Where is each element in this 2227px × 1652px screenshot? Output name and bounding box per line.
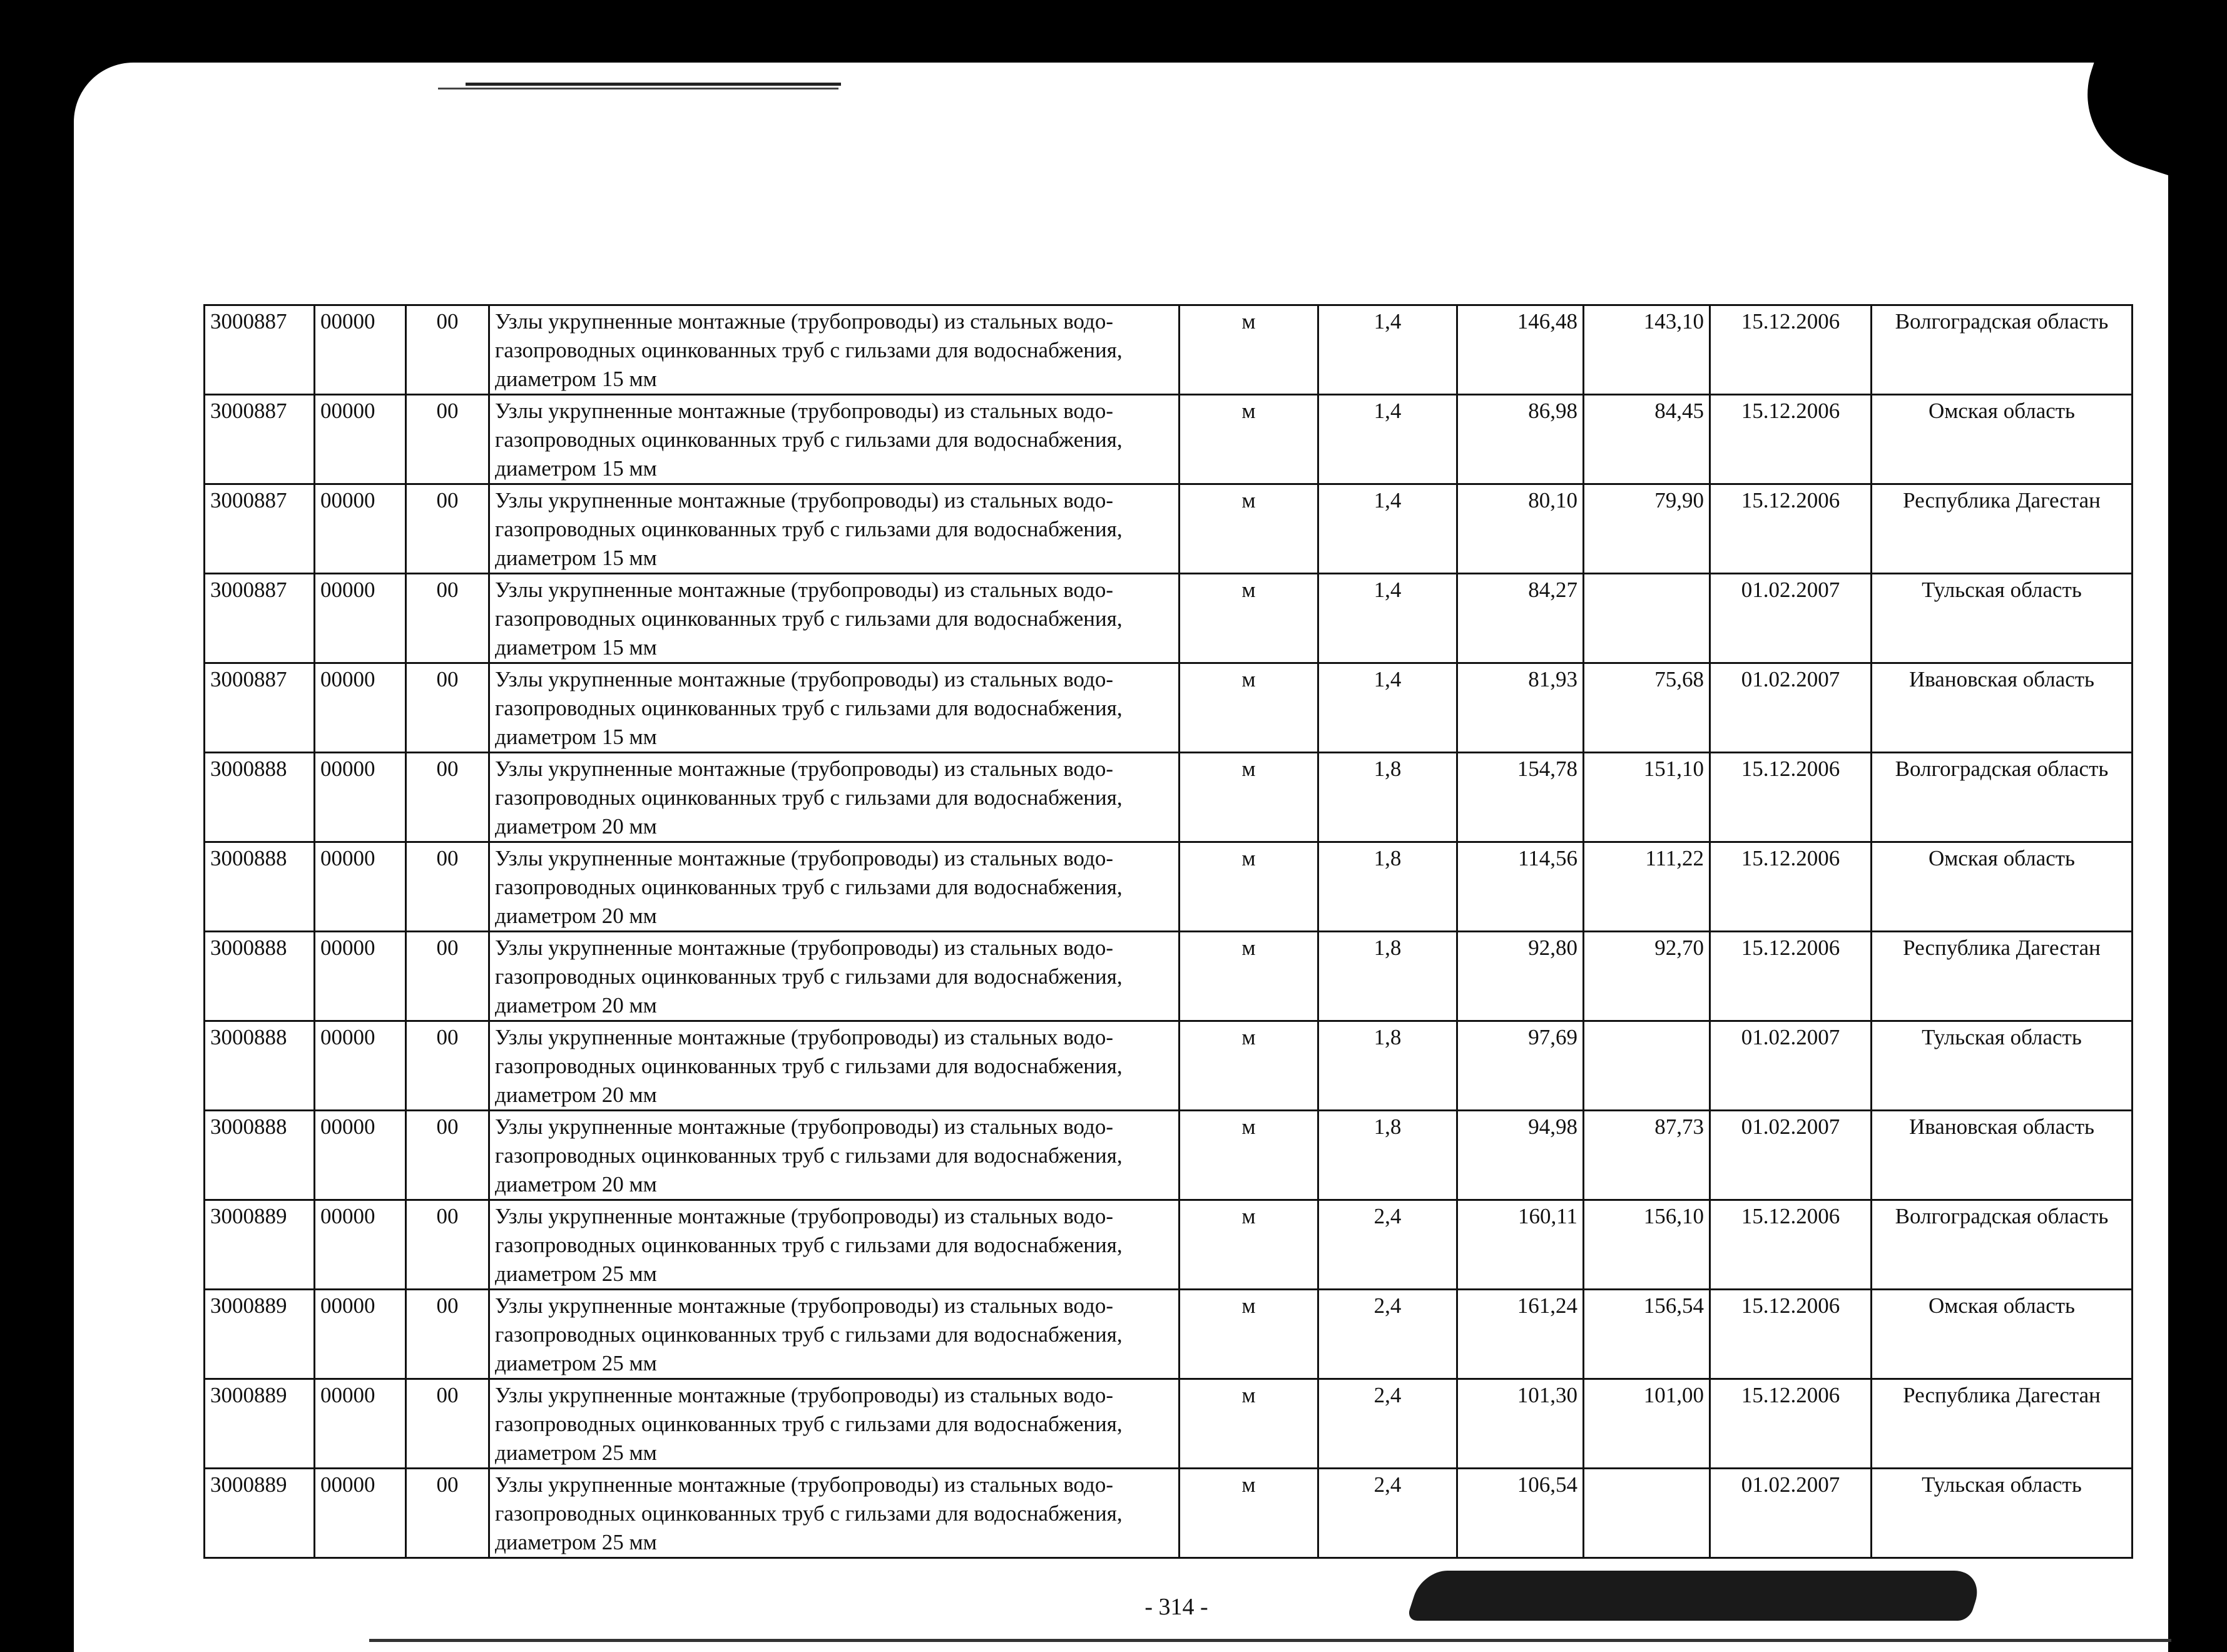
scan-artifact-rule-thin	[438, 88, 838, 89]
cell-sub-code: 00000	[315, 1111, 406, 1200]
cell-quantity: 1,8	[1318, 753, 1457, 842]
cell-price-2: 101,00	[1584, 1379, 1710, 1469]
cell-region: Республика Дагестан	[1872, 484, 2133, 574]
cell-name: Узлы укрупненные монтажные (трубопроводы) из стальных водо-газопроводных оцинкованных труб с гильзами для водоснабжения, диаметром 20 мм	[489, 1111, 1180, 1200]
cell-region: Тульская область	[1872, 574, 2133, 663]
cell-region: Тульская область	[1872, 1021, 2133, 1111]
scan-shadow-right-edge	[2168, 0, 2227, 1652]
cell-unit: м	[1180, 1290, 1318, 1379]
cell-name: Узлы укрупненные монтажные (трубопроводы) из стальных водо-газопроводных оцинкованных труб с гильзами для водоснабжения, диаметром 20 мм	[489, 1021, 1180, 1111]
price-table-body	[205, 305, 2133, 1558]
cell-quantity: 1,4	[1318, 484, 1457, 574]
cell-price-2: 75,68	[1584, 663, 1710, 753]
cell-sub-code: 00000	[315, 753, 406, 842]
table-row	[205, 1200, 2133, 1290]
table-row	[205, 842, 2133, 932]
cell-unit: м	[1180, 395, 1318, 484]
cell-quantity: 2,4	[1318, 1200, 1457, 1290]
cell-sub-code: 00000	[315, 842, 406, 932]
scan-artifact-bottom-line	[369, 1639, 2171, 1642]
cell-suffix: 00	[406, 395, 489, 484]
table-row	[205, 574, 2133, 663]
page-number: - 314 -	[1144, 1594, 1208, 1620]
cell-suffix: 00	[406, 1021, 489, 1111]
cell-sub-code: 00000	[315, 395, 406, 484]
cell-suffix: 00	[406, 1111, 489, 1200]
cell-date: 15.12.2006	[1710, 1200, 1872, 1290]
cell-sub-code: 00000	[315, 1200, 406, 1290]
cell-date: 15.12.2006	[1710, 484, 1872, 574]
cell-suffix: 00	[406, 1290, 489, 1379]
table-row	[205, 1021, 2133, 1111]
cell-price-2: 87,73	[1584, 1111, 1710, 1200]
cell-suffix: 00	[406, 1200, 489, 1290]
table-row	[205, 1379, 2133, 1469]
cell-sub-code: 00000	[315, 574, 406, 663]
table-row	[205, 932, 2133, 1021]
cell-date: 15.12.2006	[1710, 753, 1872, 842]
cell-suffix: 00	[406, 574, 489, 663]
cell-date: 01.02.2007	[1710, 663, 1872, 753]
cell-date: 15.12.2006	[1710, 842, 1872, 932]
cell-date: 01.02.2007	[1710, 574, 1872, 663]
cell-code: 3000887	[205, 305, 315, 395]
cell-price-2: 84,45	[1584, 395, 1710, 484]
cell-quantity: 1,4	[1318, 663, 1457, 753]
cell-price-1: 101,30	[1457, 1379, 1584, 1469]
cell-unit: м	[1180, 1111, 1318, 1200]
cell-price-1: 80,10	[1457, 484, 1584, 574]
table-row	[205, 1290, 2133, 1379]
cell-unit: м	[1180, 663, 1318, 753]
cell-unit: м	[1180, 932, 1318, 1021]
cell-name: Узлы укрупненные монтажные (трубопроводы) из стальных водо-газопроводных оцинкованных труб с гильзами для водоснабжения, диаметром 20 мм	[489, 932, 1180, 1021]
cell-code: 3000887	[205, 395, 315, 484]
cell-price-2: 92,70	[1584, 932, 1710, 1021]
cell-name: Узлы укрупненные монтажные (трубопроводы) из стальных водо-газопроводных оцинкованных труб с гильзами для водоснабжения, диаметром 25 мм	[489, 1290, 1180, 1379]
cell-unit: м	[1180, 1379, 1318, 1469]
table-row	[205, 1111, 2133, 1200]
cell-code: 3000887	[205, 663, 315, 753]
cell-quantity: 1,4	[1318, 574, 1457, 663]
cell-region: Ивановская область	[1872, 1111, 2133, 1200]
cell-code: 3000888	[205, 1111, 315, 1200]
cell-name: Узлы укрупненные монтажные (трубопроводы) из стальных водо-газопроводных оцинкованных труб с гильзами для водоснабжения, диаметром 15 мм	[489, 663, 1180, 753]
cell-name: Узлы укрупненные монтажные (трубопроводы) из стальных водо-газопроводных оцинкованных труб с гильзами для водоснабжения, диаметром 15 мм	[489, 305, 1180, 395]
cell-code: 3000887	[205, 574, 315, 663]
cell-price-1: 86,98	[1457, 395, 1584, 484]
price-table	[203, 304, 2133, 1559]
cell-price-1: 154,78	[1457, 753, 1584, 842]
cell-name: Узлы укрупненные монтажные (трубопроводы) из стальных водо-газопроводных оцинкованных труб с гильзами для водоснабжения, диаметром 25 мм	[489, 1379, 1180, 1469]
cell-price-1: 92,80	[1457, 932, 1584, 1021]
cell-unit: м	[1180, 1021, 1318, 1111]
cell-sub-code: 00000	[315, 1469, 406, 1558]
cell-suffix: 00	[406, 663, 489, 753]
cell-region: Тульская область	[1872, 1469, 2133, 1558]
cell-price-2: 156,10	[1584, 1200, 1710, 1290]
cell-code: 3000887	[205, 484, 315, 574]
cell-code: 3000888	[205, 753, 315, 842]
cell-quantity: 2,4	[1318, 1469, 1457, 1558]
cell-suffix: 00	[406, 305, 489, 395]
cell-name: Узлы укрупненные монтажные (трубопроводы) из стальных водо-газопроводных оцинкованных труб с гильзами для водоснабжения, диаметром 20 мм	[489, 753, 1180, 842]
cell-region: Волгоградская область	[1872, 753, 2133, 842]
cell-price-2	[1584, 1021, 1710, 1111]
cell-price-1: 81,93	[1457, 663, 1584, 753]
cell-date: 01.02.2007	[1710, 1469, 1872, 1558]
cell-quantity: 1,8	[1318, 842, 1457, 932]
cell-unit: м	[1180, 305, 1318, 395]
cell-code: 3000889	[205, 1200, 315, 1290]
cell-sub-code: 00000	[315, 1290, 406, 1379]
cell-code: 3000888	[205, 1021, 315, 1111]
cell-unit: м	[1180, 753, 1318, 842]
cell-date: 15.12.2006	[1710, 305, 1872, 395]
cell-code: 3000889	[205, 1469, 315, 1558]
cell-price-1: 161,24	[1457, 1290, 1584, 1379]
cell-date: 15.12.2006	[1710, 932, 1872, 1021]
cell-price-2: 143,10	[1584, 305, 1710, 395]
cell-price-2: 111,22	[1584, 842, 1710, 932]
cell-region: Республика Дагестан	[1872, 1379, 2133, 1469]
cell-name: Узлы укрупненные монтажные (трубопроводы) из стальных водо-газопроводных оцинкованных труб с гильзами для водоснабжения, диаметром 15 мм	[489, 574, 1180, 663]
cell-unit: м	[1180, 1469, 1318, 1558]
cell-price-2: 79,90	[1584, 484, 1710, 574]
cell-suffix: 00	[406, 484, 489, 574]
cell-sub-code: 00000	[315, 305, 406, 395]
cell-price-1: 94,98	[1457, 1111, 1584, 1200]
table-row	[205, 1469, 2133, 1558]
table-row	[205, 753, 2133, 842]
cell-quantity: 1,8	[1318, 932, 1457, 1021]
table-row	[205, 305, 2133, 395]
cell-date: 15.12.2006	[1710, 1379, 1872, 1469]
cell-quantity: 1,4	[1318, 395, 1457, 484]
cell-suffix: 00	[406, 932, 489, 1021]
table-row	[205, 395, 2133, 484]
cell-quantity: 2,4	[1318, 1379, 1457, 1469]
table-row	[205, 663, 2133, 753]
cell-suffix: 00	[406, 842, 489, 932]
cell-name: Узлы укрупненные монтажные (трубопроводы) из стальных водо-газопроводных оцинкованных труб с гильзами для водоснабжения, диаметром 20 мм	[489, 842, 1180, 932]
cell-region: Волгоградская область	[1872, 1200, 2133, 1290]
cell-suffix: 00	[406, 753, 489, 842]
cell-code: 3000889	[205, 1290, 315, 1379]
cell-price-1: 106,54	[1457, 1469, 1584, 1558]
cell-price-1: 114,56	[1457, 842, 1584, 932]
cell-price-2: 156,54	[1584, 1290, 1710, 1379]
cell-date: 01.02.2007	[1710, 1021, 1872, 1111]
cell-region: Омская область	[1872, 1290, 2133, 1379]
cell-price-1: 146,48	[1457, 305, 1584, 395]
scan-shadow-corner-bottom-right	[2178, 1602, 2227, 1652]
cell-region: Волгоградская область	[1872, 305, 2133, 395]
scan-artifact-rule	[466, 83, 841, 86]
cell-price-2: 151,10	[1584, 753, 1710, 842]
cell-sub-code: 00000	[315, 484, 406, 574]
cell-price-1: 84,27	[1457, 574, 1584, 663]
cell-sub-code: 00000	[315, 1379, 406, 1469]
cell-price-1: 160,11	[1457, 1200, 1584, 1290]
cell-date: 15.12.2006	[1710, 395, 1872, 484]
cell-quantity: 1,8	[1318, 1111, 1457, 1200]
cell-price-2	[1584, 574, 1710, 663]
cell-quantity: 1,8	[1318, 1021, 1457, 1111]
cell-sub-code: 00000	[315, 932, 406, 1021]
cell-unit: м	[1180, 842, 1318, 932]
cell-unit: м	[1180, 574, 1318, 663]
cell-name: Узлы укрупненные монтажные (трубопроводы) из стальных водо-газопроводных оцинкованных труб с гильзами для водоснабжения, диаметром 25 мм	[489, 1469, 1180, 1558]
cell-code: 3000888	[205, 842, 315, 932]
cell-region: Ивановская область	[1872, 663, 2133, 753]
cell-date: 15.12.2006	[1710, 1290, 1872, 1379]
cell-price-2	[1584, 1469, 1710, 1558]
cell-region: Омская область	[1872, 842, 2133, 932]
cell-suffix: 00	[406, 1469, 489, 1558]
cell-quantity: 2,4	[1318, 1290, 1457, 1379]
cell-price-1: 97,69	[1457, 1021, 1584, 1111]
cell-unit: м	[1180, 1200, 1318, 1290]
cell-sub-code: 00000	[315, 1021, 406, 1111]
cell-region: Республика Дагестан	[1872, 932, 2133, 1021]
cell-name: Узлы укрупненные монтажные (трубопроводы) из стальных водо-газопроводных оцинкованных труб с гильзами для водоснабжения, диаметром 25 мм	[489, 1200, 1180, 1290]
cell-name: Узлы укрупненные монтажные (трубопроводы) из стальных водо-газопроводных оцинкованных труб с гильзами для водоснабжения, диаметром 15 мм	[489, 484, 1180, 574]
table-row	[205, 484, 2133, 574]
cell-sub-code: 00000	[315, 663, 406, 753]
cell-quantity: 1,4	[1318, 305, 1457, 395]
cell-unit: м	[1180, 484, 1318, 574]
cell-region: Омская область	[1872, 395, 2133, 484]
cell-date: 01.02.2007	[1710, 1111, 1872, 1200]
cell-code: 3000889	[205, 1379, 315, 1469]
cell-name: Узлы укрупненные монтажные (трубопроводы) из стальных водо-газопроводных оцинкованных труб с гильзами для водоснабжения, диаметром 15 мм	[489, 395, 1180, 484]
cell-suffix: 00	[406, 1379, 489, 1469]
cell-code: 3000888	[205, 932, 315, 1021]
scan-artifact-smudge	[1406, 1571, 1985, 1621]
